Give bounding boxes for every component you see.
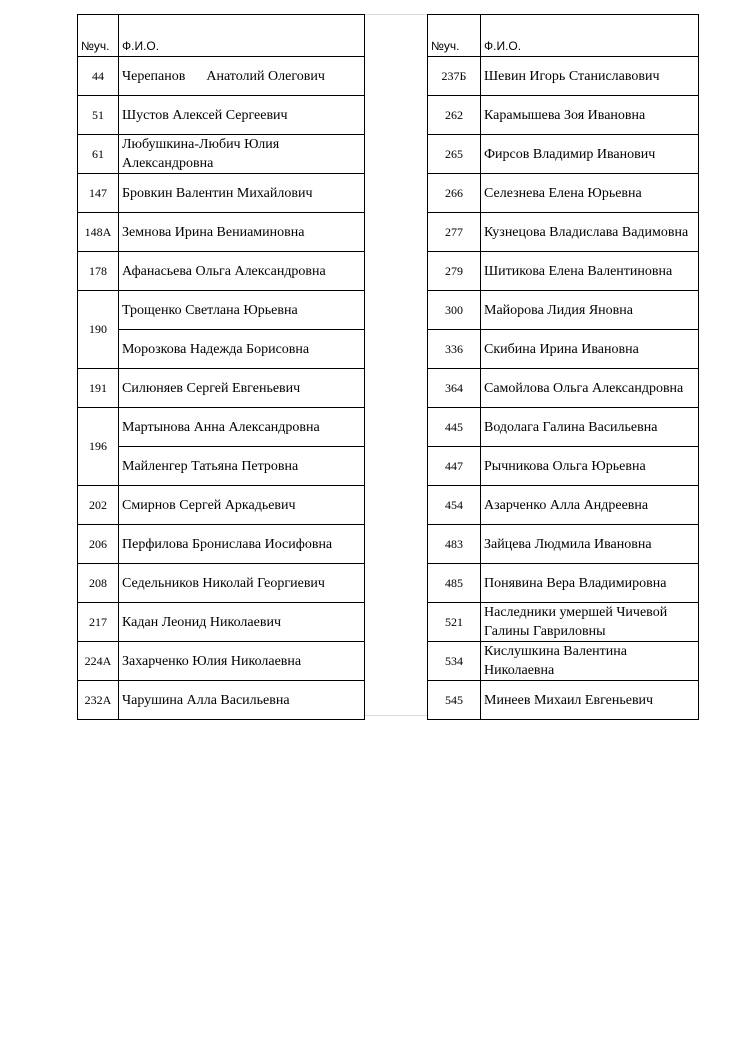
full-name-header: Ф.И.О.	[481, 15, 699, 57]
table-row	[428, 96, 699, 135]
owner-name: Кислушкина Валентина Николаевна	[481, 642, 699, 681]
owner-name: Скибина Ирина Ивановна	[481, 330, 699, 369]
plot-number: 208	[78, 564, 119, 603]
owner-name: Зайцева Людмила Ивановна	[481, 525, 699, 564]
plot-number: 545	[428, 681, 481, 720]
owner-name: Майорова Лидия Яновна	[481, 291, 699, 330]
table-row	[428, 213, 699, 252]
left-members-table	[77, 14, 365, 720]
plot-number: 191	[78, 369, 119, 408]
table-row	[428, 447, 699, 486]
plot-number: 279	[428, 252, 481, 291]
table-row	[78, 369, 365, 408]
owner-name: Черепанов Анатолий Олегович	[119, 57, 365, 96]
table-row	[78, 603, 365, 642]
owner-name: Азарченко Алла Андреевна	[481, 486, 699, 525]
plot-number-header: №уч.	[78, 15, 119, 57]
table-header-row	[428, 15, 699, 57]
owner-name: Морозкова Надежда Борисовна	[119, 330, 365, 369]
table-row	[428, 369, 699, 408]
plot-number: 147	[78, 174, 119, 213]
table-row	[78, 330, 365, 369]
owner-name: Любушкина-Любич Юлия Александровна	[119, 135, 365, 174]
table-row	[428, 330, 699, 369]
owner-name: Трощенко Светлана Юрьевна	[119, 291, 365, 330]
table-row	[428, 408, 699, 447]
plot-number: 148А	[78, 213, 119, 252]
table-row	[428, 603, 699, 642]
owner-name: Кузнецова Владислава Вадимовна	[481, 213, 699, 252]
owner-name: Карамышева Зоя Ивановна	[481, 96, 699, 135]
plot-number: 206	[78, 525, 119, 564]
plot-number: 336	[428, 330, 481, 369]
owner-name: Наследники умершей Чичевой Галины Гавриловны	[481, 603, 699, 642]
plot-number: 300	[428, 291, 481, 330]
table-row	[78, 96, 365, 135]
table-row	[78, 447, 365, 486]
owner-name: Бровкин Валентин Михайлович	[119, 174, 365, 213]
table-row	[428, 564, 699, 603]
plot-number: 262	[428, 96, 481, 135]
table-row	[78, 681, 365, 720]
plot-number: 483	[428, 525, 481, 564]
plot-number: 217	[78, 603, 119, 642]
owner-name: Афанасьева Ольга Александровна	[119, 252, 365, 291]
table-row	[78, 57, 365, 96]
owner-name: Водолага Галина Васильевна	[481, 408, 699, 447]
owner-name: Земнова Ирина Вениаминовна	[119, 213, 365, 252]
plot-number: 277	[428, 213, 481, 252]
table-row	[78, 525, 365, 564]
table-row	[428, 291, 699, 330]
owner-name: Кадан Леонид Николаевич	[119, 603, 365, 642]
owner-name: Силюняев Сергей Евгеньевич	[119, 369, 365, 408]
table-row	[78, 213, 365, 252]
table-row	[428, 681, 699, 720]
plot-number: 521	[428, 603, 481, 642]
plot-number: 454	[428, 486, 481, 525]
owner-name: Селезнева Елена Юрьевна	[481, 174, 699, 213]
full-name-header: Ф.И.О.	[119, 15, 365, 57]
owner-name: Шустов Алексей Сергеевич	[119, 96, 365, 135]
table-row	[428, 135, 699, 174]
owner-name: Самойлова Ольга Александровна	[481, 369, 699, 408]
plot-number: 224А	[78, 642, 119, 681]
plot-number: 445	[428, 408, 481, 447]
plot-number: 51	[78, 96, 119, 135]
table-row	[78, 486, 365, 525]
owner-name: Седельников Николай Георгиевич	[119, 564, 365, 603]
table-row	[78, 135, 365, 174]
owner-name: Фирсов Владимир Иванович	[481, 135, 699, 174]
plot-number: 447	[428, 447, 481, 486]
plot-number-header: №уч.	[428, 15, 481, 57]
table-row	[78, 174, 365, 213]
plot-number: 265	[428, 135, 481, 174]
table-row	[78, 642, 365, 681]
table-row	[428, 642, 699, 681]
table-row	[428, 174, 699, 213]
plot-number: 232А	[78, 681, 119, 720]
owner-name: Рычникова Ольга Юрьевна	[481, 447, 699, 486]
column-gap	[364, 14, 427, 716]
table-row	[78, 291, 365, 330]
table-row	[428, 57, 699, 96]
owner-name: Захарченко Юлия Николаевна	[119, 642, 365, 681]
table-row	[428, 252, 699, 291]
table-row	[78, 252, 365, 291]
owner-name: Перфилова Бронислава Иосифовна	[119, 525, 365, 564]
plot-number: 266	[428, 174, 481, 213]
plot-number: 485	[428, 564, 481, 603]
table-row	[428, 486, 699, 525]
owner-name: Минеев Михаил Евгеньевич	[481, 681, 699, 720]
table-header-row	[78, 15, 365, 57]
plot-number: 534	[428, 642, 481, 681]
plot-number: 202	[78, 486, 119, 525]
plot-number: 190	[78, 291, 119, 369]
owner-name: Понявина Вера Владимировна	[481, 564, 699, 603]
table-row	[78, 408, 365, 447]
table-row	[78, 564, 365, 603]
plot-number: 61	[78, 135, 119, 174]
plot-number: 44	[78, 57, 119, 96]
owner-name: Шевин Игорь Станиславович	[481, 57, 699, 96]
owner-name: Смирнов Сергей Аркадьевич	[119, 486, 365, 525]
plot-number: 178	[78, 252, 119, 291]
plot-number: 237Б	[428, 57, 481, 96]
owner-name: Чарушина Алла Васильевна	[119, 681, 365, 720]
plot-number: 364	[428, 369, 481, 408]
owner-name: Мартынова Анна Александровна	[119, 408, 365, 447]
owner-name: Майленгер Татьяна Петровна	[119, 447, 365, 486]
table-row	[428, 525, 699, 564]
owner-name: Шитикова Елена Валентиновна	[481, 252, 699, 291]
plot-number: 196	[78, 408, 119, 486]
right-members-table	[427, 14, 699, 720]
